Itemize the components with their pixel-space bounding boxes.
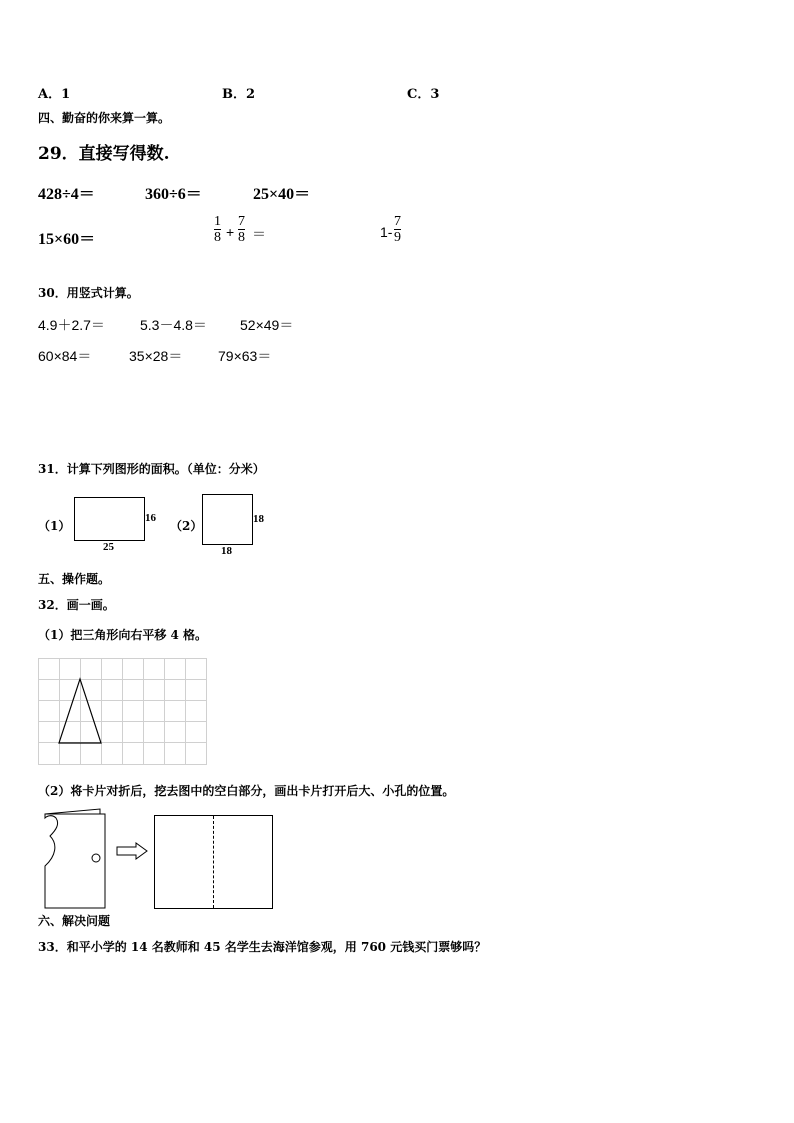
- plus-sign: +: [226, 224, 235, 240]
- option-c: C．3: [407, 87, 440, 102]
- fig1-label: （1）: [38, 519, 71, 533]
- equals-sign: ＝: [252, 226, 266, 242]
- denominator: 9: [394, 230, 401, 245]
- q31-title: 31．计算下列图形的面积。（单位：分米）: [38, 462, 265, 476]
- rectangle-height-label: 16: [145, 512, 156, 524]
- option-a: A．1: [38, 87, 71, 102]
- rectangle-width-label: 25: [103, 541, 114, 553]
- q29-item-3: 25×40＝: [253, 186, 311, 203]
- small-hole: [92, 854, 100, 862]
- folded-card-outline: [45, 814, 105, 908]
- square-figure: [202, 494, 253, 545]
- q30-item-3: 52×49＝: [240, 317, 294, 333]
- q29-item-4: 15×60＝: [38, 231, 96, 248]
- fraction-1-8: [214, 214, 221, 245]
- rectangle-figure: [74, 497, 145, 541]
- q30-item-2: 5.3－4.8＝: [140, 317, 207, 333]
- q30-title: 30．用竖式计算。: [38, 286, 139, 300]
- denominator: 8: [238, 230, 245, 245]
- triangle-grid: [38, 658, 207, 765]
- folded-card-figure: [40, 808, 108, 910]
- q29-item-1: 428÷4＝: [38, 186, 95, 203]
- unfolded-card-answer-box: [154, 815, 273, 909]
- option-b: B．2: [222, 87, 256, 102]
- section5-title: 五、操作题。: [38, 572, 111, 586]
- q29-title: 29．直接写得数.: [38, 144, 170, 164]
- fraction-7-9: [394, 214, 401, 245]
- fig2-label: （2）: [170, 519, 203, 533]
- q32-part2: （2）将卡片对折后，挖去图中的空白部分，画出卡片打开后大、小孔的位置。: [38, 784, 455, 798]
- q30-item-6: 79×63＝: [218, 348, 272, 364]
- denominator: 8: [214, 230, 221, 245]
- numerator: 7: [394, 214, 401, 229]
- fraction-7-8: [238, 214, 245, 245]
- one-minus: 1-: [380, 224, 393, 240]
- numerator: 1: [214, 214, 221, 229]
- square-height-label: 18: [253, 513, 264, 525]
- arrow-icon: [116, 843, 148, 859]
- q32-part1: （1）把三角形向右平移 4 格。: [38, 628, 208, 642]
- square-width-label: 18: [221, 545, 232, 557]
- fold-line: [213, 816, 214, 908]
- q29-item-2: 360÷6＝: [145, 186, 202, 203]
- section6-title: 六、解决问题: [38, 914, 111, 928]
- q32-title: 32．画一画。: [38, 598, 115, 612]
- numerator: 7: [238, 214, 245, 229]
- q30-item-4: 60×84＝: [38, 348, 92, 364]
- q30-item-1: 4.9＋2.7＝: [38, 317, 105, 333]
- section4-title: 四、勤奋的你来算一算。: [38, 111, 171, 125]
- q33-text: 33．和平小学的 14 名教师和 45 名学生去海洋馆参观，用 760 元钱买门票够吗？: [38, 940, 487, 954]
- q30-item-5: 35×28＝: [129, 348, 183, 364]
